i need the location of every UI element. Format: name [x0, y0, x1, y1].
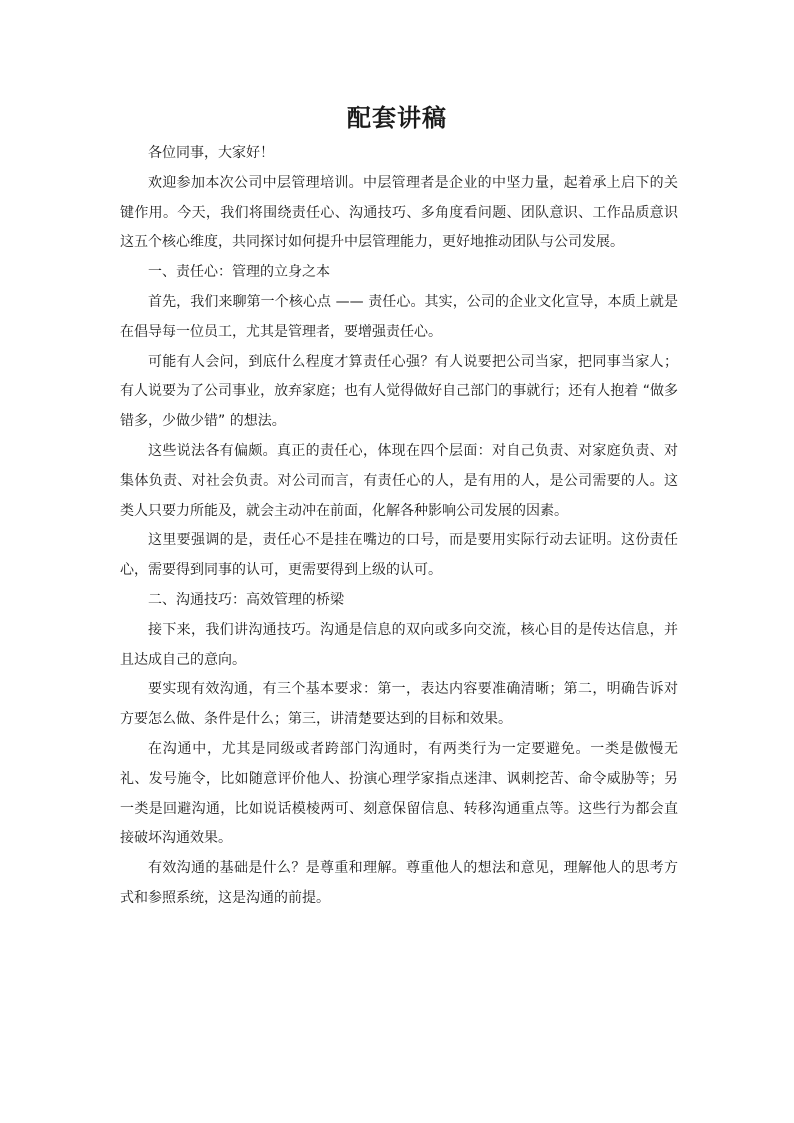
- greeting-paragraph: 各位同事，大家好！: [148, 145, 274, 161]
- body-paragraph: 接下来，我们讲沟通技巧。沟通是信息的双向或多向交流，核心目的是传达信息，并且达成自己的意向。: [120, 621, 678, 668]
- body-paragraph: 在沟通中，尤其是同级或者跨部门沟通时，有两类行为一定要避免。一类是傲慢无礼、发号施令，比如随意评价他人、扮演心理学家指点迷津、讽刺挖苦、命令威胁等；另一类是回避沟通，比如说话模棱两可、刻意保留信息、转移沟通重点等。这些行为都会直接破坏沟通效果。: [120, 740, 678, 847]
- body-paragraph: 这些说法各有偏颇。真正的责任心，体现在四个层面：对自己负责、对家庭负责、对集体负责、对社会负责。对公司而言，有责任心的人，是有用的人，是公司需要的人。这类人只要力所能及，就会主动冲在前面，化解各种影响公司发展的因素。: [120, 442, 678, 519]
- body-paragraph: 首先，我们来聊第一个核心点 —— 责任心。其实，公司的企业文化宣导，本质上就是在倡导每一位员工，尤其是管理者，要增强责任心。: [120, 293, 678, 340]
- body-paragraph: 可能有人会问，到底什么程度才算责任心强？有人说要把公司当家，把同事当家人；有人说要为了公司事业，放弃家庭；也有人觉得做好自己部门的事就行；还有人抱着 “做多错多，少做少错” 的想法。: [120, 353, 678, 430]
- body-paragraph: 这里要强调的是，责任心不是挂在嘴边的口号，而是要用实际行动去证明。这份责任心，需要得到同事的认可，更需要得到上级的认可。: [120, 532, 678, 579]
- section-heading-responsibility: 一、责任心：管理的立身之本: [148, 264, 330, 281]
- body-paragraph: 要实现有效沟通，有三个基本要求：第一，表达内容要准确清晰；第二，明确告诉对方要怎么做、条件是什么；第三，讲清楚要达到的目标和效果。: [120, 681, 678, 728]
- intro-paragraph: 欢迎参加本次公司中层管理培训。中层管理者是企业的中坚力量，起着承上启下的关键作用。今天，我们将围绕责任心、沟通技巧、多角度看问题、团队意识、工作品质意识这五个核心维度，共同探讨如何提升中层管理能力，更好地推动团队与公司发展。: [120, 174, 678, 251]
- body-paragraph: 有效沟通的基础是什么？是尊重和理解。尊重他人的想法和意见，理解他人的思考方式和参照系统，这是沟通的前提。: [120, 860, 678, 906]
- document-title: 配套讲稿: [347, 103, 447, 132]
- section-heading-communication: 二、沟通技巧：高效管理的桥梁: [148, 591, 344, 608]
- document-body: [120, 139, 678, 914]
